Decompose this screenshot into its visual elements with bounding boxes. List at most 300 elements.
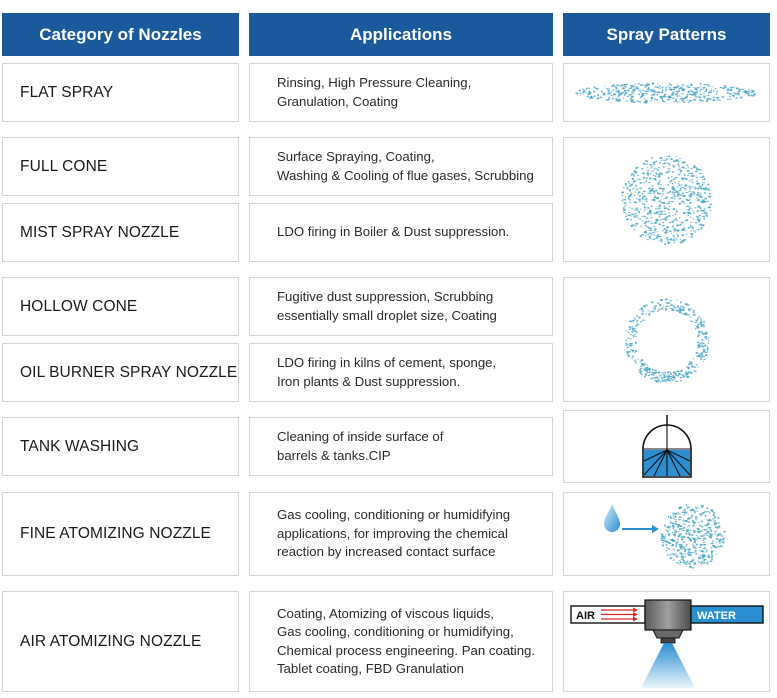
spray-droplet [670,304,673,306]
spray-droplet [690,515,692,517]
spray-droplet [673,227,675,229]
spray-droplet [697,528,700,530]
spray-droplet [708,339,710,340]
spray-droplet [714,517,716,518]
spray-droplet [640,365,642,367]
spray-droplet [643,203,645,205]
spray-droplet [681,308,684,310]
spray-droplet [701,505,703,507]
spray-droplet [676,229,679,231]
spray-droplet [748,88,749,90]
spray-droplet [635,170,637,171]
spray-droplet [632,99,634,100]
spray-droplet [702,559,704,561]
spray-droplet [695,194,698,195]
spray-droplet [667,527,670,528]
spray-droplet [648,312,650,314]
spray-droplet [629,201,631,203]
spray-droplet [702,534,705,535]
spray-droplet [608,88,610,89]
spray-droplet [679,552,682,554]
spray-droplet [713,531,715,532]
spray-droplet [681,539,683,541]
spray-droplet [716,90,717,91]
spray-droplet [689,517,692,518]
spray-droplet [697,168,699,169]
spray-droplet [681,97,684,98]
spray-droplet [627,180,629,182]
spray-droplet [688,180,691,181]
spray-droplet [630,173,633,175]
spray-droplet [715,554,716,555]
spray-droplet [650,377,653,379]
spray-droplet [669,299,671,300]
spray-droplet [693,547,696,549]
spray-droplet [695,180,697,182]
spray-droplet [680,536,683,538]
spray-droplet [646,212,648,214]
spray-droplet [638,178,641,179]
spray-droplet [679,224,681,225]
spray-droplet [673,88,675,90]
spray-droplet [649,209,651,211]
spray-droplet [680,221,683,223]
spray-droplet [707,99,709,100]
full-cone-pattern-icon [612,145,722,255]
spray-droplet [674,519,677,520]
spray-droplet [645,375,646,376]
spray-droplet [652,374,654,376]
spray-droplet [658,91,660,93]
spray-droplet [685,219,687,220]
spray-droplet [658,240,660,241]
spray-droplet [667,162,670,164]
spray-droplet [681,234,684,236]
spray-droplet [683,174,685,176]
spray-droplet [678,189,681,191]
spray-droplet [667,99,670,100]
spray-droplet [676,299,678,300]
spray-droplet [639,181,642,183]
spray-droplet [690,167,692,168]
spray-droplet [711,510,712,511]
spray-droplet [618,91,620,93]
spray-droplet [676,186,678,187]
spray-droplet [690,226,691,228]
spray-droplet [701,540,703,541]
spray-droplet [680,530,683,531]
spray-droplet [623,199,626,200]
spray-droplet [715,527,717,528]
spray-droplet [658,157,660,158]
spray-droplet [639,100,641,102]
spray-droplet [662,90,664,92]
spray-droplet [670,158,672,160]
spray-droplet [684,563,687,564]
spray-droplet [624,94,626,95]
spray-droplet [662,373,664,375]
spray-droplet [637,191,640,193]
spray-droplet [669,82,671,84]
spray-droplet [626,193,628,194]
spray-droplet [693,366,696,368]
spray-droplet [641,362,643,363]
spray-droplet [655,219,658,221]
spray-droplet [652,368,653,370]
spray-droplet [648,182,651,183]
spray-droplet [642,163,645,164]
spray-droplet [656,310,658,311]
spray-droplet [698,532,700,534]
spray-droplet [700,320,702,321]
spray-droplet [643,196,645,198]
spray-droplet [648,374,650,375]
spray-droplet [636,358,638,359]
spray-droplet [648,371,650,372]
spray-droplet [696,364,698,365]
spray-droplet [699,530,702,532]
spray-droplet [661,542,664,543]
spray-droplet [668,211,670,213]
spray-droplet [687,314,689,315]
spray-droplet [702,225,704,227]
spray-droplet [659,219,661,221]
spray-droplet [635,319,637,321]
spray-droplet [676,83,678,84]
spray-droplet [636,216,637,218]
spray-droplet [633,170,635,172]
spray-droplet [698,214,700,216]
spray-droplet [663,207,666,209]
spray-droplet [624,91,627,92]
spray-droplet [603,93,606,95]
spray-droplet [669,86,672,87]
spray-droplet [623,85,626,87]
spray-droplet [659,212,661,213]
spray-droplet [683,212,686,214]
spray-droplet [687,526,689,527]
spray-droplet [676,85,679,86]
spray-droplet [753,93,756,95]
spray-droplet [702,360,703,361]
spray-droplet [695,319,697,321]
pattern-cell-fine-atomizing [563,492,770,576]
spray-droplet [705,354,707,356]
spray-droplet [654,372,656,374]
spray-droplet [670,179,672,181]
spray-droplet [650,94,652,95]
spray-droplet [659,95,662,96]
spray-droplet [674,531,677,533]
spray-droplet [616,87,618,89]
spray-droplet [657,86,659,87]
spray-droplet [691,94,694,96]
spray-droplet [676,235,678,236]
spray-droplet [698,194,700,195]
spray-droplet [675,542,678,544]
spray-droplet [651,97,654,99]
spray-droplet [693,91,695,93]
spray-droplet [708,206,710,207]
spray-droplet [640,309,643,311]
spray-droplet [702,555,704,557]
spray-droplet [643,171,645,172]
spray-droplet [730,86,733,88]
spray-droplet [715,88,717,90]
spray-droplet [716,535,718,537]
spray-droplet [660,213,663,214]
spray-droplet [577,92,579,94]
spray-droplet [697,507,698,509]
spray-droplet [665,544,667,546]
spray-droplet [696,183,699,184]
spray-droplet [664,298,666,300]
spray-droplet [653,379,656,380]
spray-droplet [585,91,587,92]
spray-droplet [672,208,675,210]
spray-droplet [747,91,749,92]
spray-droplet [593,90,596,92]
spray-droplet [687,214,689,216]
spray-droplet [675,238,677,240]
spray-droplet [664,380,666,382]
spray-droplet [684,96,687,97]
spray-droplet [678,560,680,561]
spray-droplet [644,208,646,210]
spray-droplet [638,218,641,220]
spray-droplet [589,93,590,94]
pattern-cell-tank-washing [563,410,770,483]
spray-droplet [712,86,714,87]
spray-droplet [643,199,645,200]
spray-droplet [673,191,676,193]
spray-droplet [625,185,627,186]
spray-droplet [674,213,675,215]
spray-droplet [667,242,669,244]
spray-droplet [702,348,705,350]
spray-droplet [669,378,672,379]
spray-droplet [649,164,652,165]
spray-droplet [696,511,698,513]
spray-droplet [705,351,707,352]
spray-droplet [655,189,657,191]
spray-droplet [649,100,652,101]
spray-droplet [640,307,643,309]
spray-droplet [645,304,648,305]
spray-droplet [624,215,626,216]
spray-droplet [638,369,641,370]
spray-droplet [694,230,696,232]
spray-droplet [702,209,704,210]
spray-droplet [659,374,662,375]
spray-droplet [697,316,699,318]
spray-droplet [730,98,732,99]
spray-droplet [697,366,699,367]
spray-droplet [685,178,687,179]
spray-droplet [652,231,655,233]
spray-droplet [680,528,682,529]
spray-droplet [642,363,644,365]
spray-droplet [691,181,693,183]
spray-droplet [654,308,655,310]
spray-droplet [652,161,655,163]
spray-droplet [700,331,702,332]
spray-droplet [687,371,690,373]
spray-droplet [634,184,636,186]
spray-droplet [699,544,702,546]
spray-droplet [632,336,634,337]
spray-droplet [634,341,636,343]
spray-droplet [654,98,656,100]
spray-droplet [667,302,670,304]
spray-droplet [696,336,699,337]
spray-droplet [621,84,623,86]
spray-droplet [670,196,673,198]
spray-droplet [661,218,664,219]
spray-droplet [655,92,656,93]
spray-droplet [632,85,634,87]
spray-droplet [676,220,678,221]
spray-droplet [677,193,680,195]
spray-droplet [622,186,624,188]
spray-droplet [685,164,688,166]
spray-droplet [682,520,685,522]
spray-droplet [716,517,719,519]
spray-droplet [681,373,684,374]
spray-droplet [653,90,656,91]
spray-droplet [681,557,684,558]
spray-droplet [634,83,636,85]
spray-droplet [681,93,684,94]
spray-droplet [674,217,676,218]
spray-droplet [665,202,668,203]
spray-droplet [654,179,657,181]
spray-droplet [683,547,685,549]
spray-droplet [669,238,672,240]
spray-droplet [659,303,661,305]
spray-droplet [639,316,640,318]
spray-droplet [664,525,666,527]
spray-droplet [639,225,642,226]
spray-droplet [702,542,705,543]
spray-droplet [721,96,724,98]
spray-droplet [704,186,706,187]
spray-droplet [682,202,685,204]
spray-droplet [635,88,637,89]
spray-droplet [623,202,626,204]
spray-droplet [653,163,655,165]
spray-droplet [705,549,707,550]
spray-droplet [685,512,687,514]
spray-droplet [707,183,709,185]
spray-droplet [668,95,670,97]
spray-droplet [649,177,651,179]
spray-droplet [690,535,693,537]
spray-droplet [691,543,693,545]
tank-washing-pattern-icon [637,413,697,481]
spray-droplet [689,212,690,214]
spray-droplet [649,237,651,239]
spray-droplet [736,88,739,89]
spray-droplet [671,200,673,201]
spray-droplet [643,176,645,178]
spray-droplet [593,86,596,88]
spray-droplet [625,213,626,215]
spray-droplet [679,301,681,303]
spray-droplet [706,563,708,564]
spray-droplet [690,233,692,235]
spray-droplet [709,91,712,92]
spray-droplet [658,87,661,88]
spray-droplet [672,92,675,93]
spray-droplet [692,525,695,527]
spray-droplet [633,216,636,217]
spray-droplet [657,181,660,183]
spray-droplet [583,93,585,94]
spray-droplet [653,234,654,236]
spray-droplet [661,225,664,226]
spray-droplet [674,165,676,166]
spray-droplet [631,350,633,351]
spray-droplet [689,221,691,222]
spray-droplet [666,216,667,218]
spray-droplet [683,187,686,188]
spray-droplet [704,336,707,337]
spray-droplet [655,208,657,209]
spray-droplet [679,157,681,158]
spray-droplet [625,100,628,101]
spray-droplet [629,320,632,322]
spray-droplet [682,166,684,168]
spray-droplet [700,505,701,506]
spray-droplet [628,182,630,184]
spray-droplet [607,99,609,100]
spray-droplet [633,180,636,181]
spray-droplet [693,369,695,371]
spray-droplet [668,200,670,201]
spray-droplet [673,242,674,243]
spray-droplet [662,100,664,102]
spray-droplet [638,200,640,202]
spray-droplet [673,195,676,196]
spray-droplet [636,188,638,190]
spray-droplet [636,207,638,208]
spray-droplet [695,215,697,217]
spray-droplet [655,168,657,169]
spray-droplet [663,379,665,380]
spray-droplet [653,376,656,378]
spray-droplet [634,350,636,352]
spray-droplet [680,548,682,550]
spray-droplet [658,172,661,173]
spray-droplet [694,518,697,520]
spray-droplet [683,514,684,516]
spray-droplet [662,202,665,203]
spray-droplet [677,182,679,184]
spray-droplet [679,194,681,195]
spray-droplet [641,92,644,94]
application-cell-fine-atomizing: Gas cooling, conditioning or humidifying applications, for improving the chemical reaction by increased contact surface [249,492,553,576]
spray-droplet [660,238,662,240]
spray-droplet [695,543,697,545]
spray-droplet [683,101,686,102]
spray-droplet [687,553,690,555]
spray-droplet [635,331,637,333]
spray-droplet [641,89,644,90]
spray-droplet [661,190,663,191]
spray-droplet [706,347,708,348]
spray-droplet [677,92,679,93]
